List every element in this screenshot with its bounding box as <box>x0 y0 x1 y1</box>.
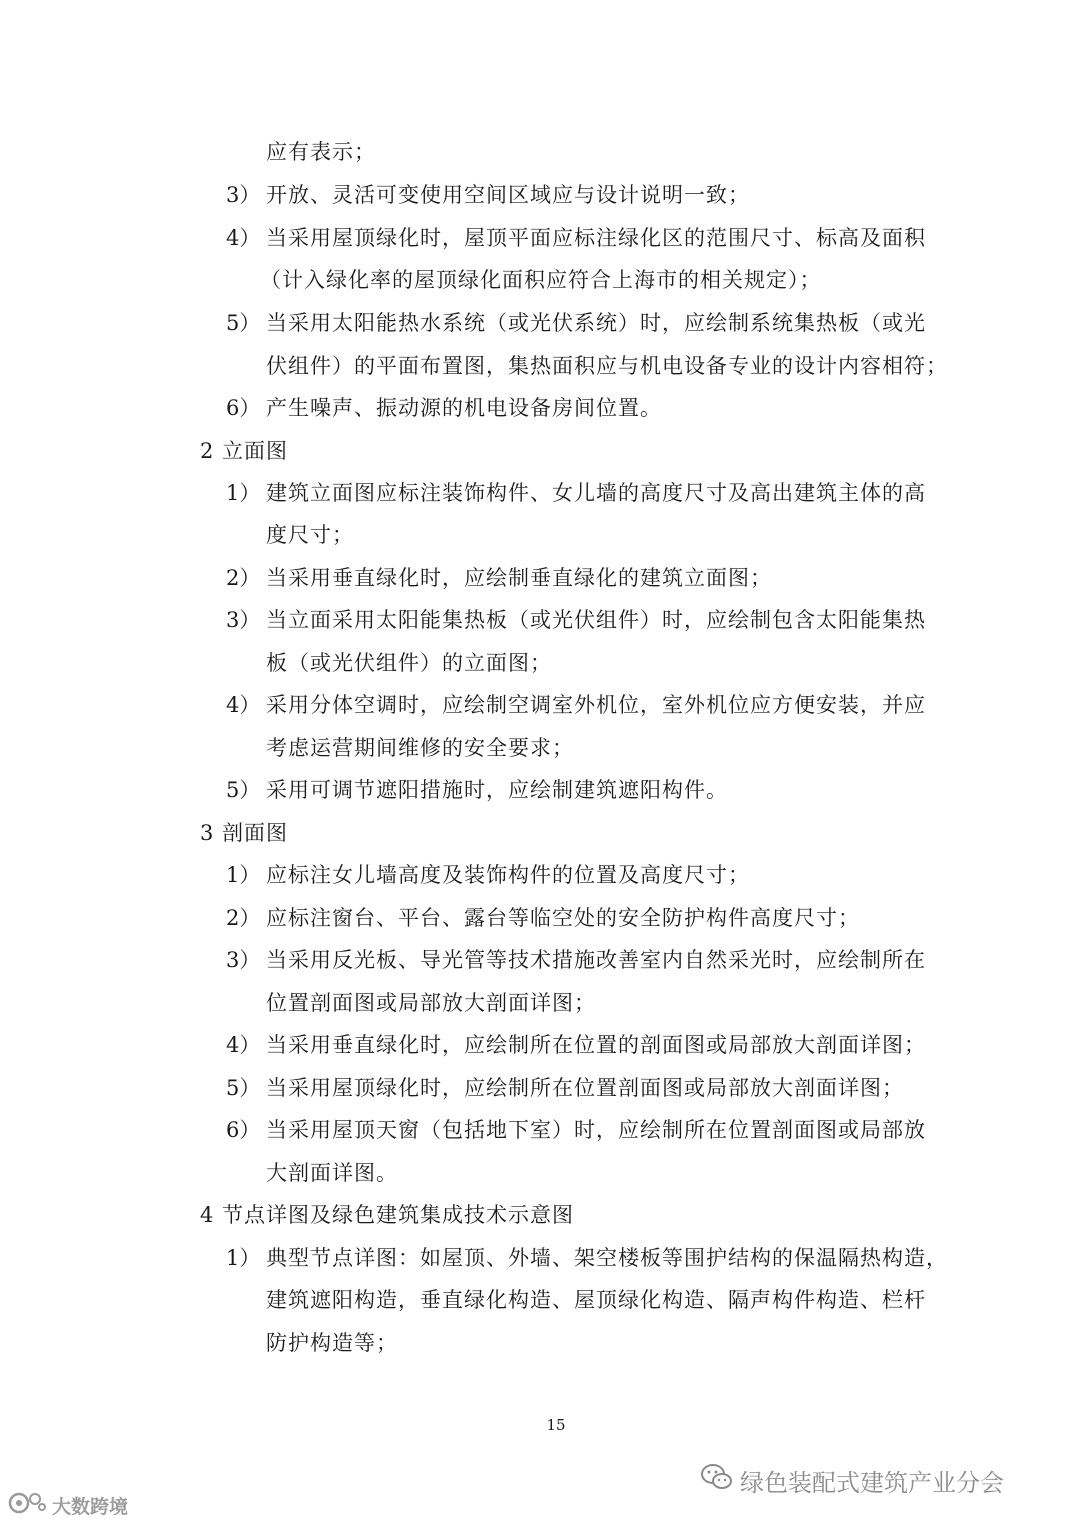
text-line: 应标注窗台、平台、露台等临空处的安全防护构件高度尺寸； <box>266 906 860 930</box>
text-line: 当采用屋顶天窗（包括地下室）时，应绘制所在位置剖面图或局部放 <box>266 1118 926 1142</box>
text-line: 开放、灵活可变使用空间区域应与设计说明一致； <box>266 183 750 207</box>
text-line: 当采用反光板、导光管等技术措施改善室内自然采光时，应绘制所在 <box>266 948 926 972</box>
brand-logo-icon <box>8 1490 48 1521</box>
list-number: 5） <box>226 311 261 335</box>
list-number: 1） <box>226 1246 261 1270</box>
text-line: 当采用垂直绿化时，应绘制垂直绿化的建筑立面图； <box>266 566 772 590</box>
watermark-brand-name: 大数跨境 <box>52 1496 129 1518</box>
watermark-account-name: 绿色装配式建筑产业分会 <box>740 1468 1004 1497</box>
wechat-icon <box>700 1462 734 1498</box>
watermark-brand <box>8 1490 128 1521</box>
text-line: 防护构造等； <box>266 1331 398 1355</box>
text-line: 板（或光伏组件）的立面图； <box>266 651 552 675</box>
text-line: 度尺寸； <box>266 523 354 547</box>
list-number: 2） <box>226 906 261 930</box>
text-line: 大剖面详图。 <box>266 1161 398 1185</box>
text-line: 当采用屋顶绿化时，应绘制所在位置剖面图或局部放大剖面详图； <box>266 1076 904 1100</box>
text-line: 采用可调节遮阳措施时，应绘制建筑遮阳构件。 <box>266 778 728 802</box>
list-number: 6） <box>226 396 261 420</box>
text-line: 建筑立面图应标注装饰构件、女儿墙的高度尺寸及高出建筑主体的高 <box>266 481 926 505</box>
text-line: 位置剖面图或局部放大剖面详图； <box>266 991 596 1015</box>
text-line: 典型节点详图：如屋顶、外墙、架空楼板等围护结构的保温隔热构造， <box>266 1246 948 1270</box>
section-heading: 3 剖面图 <box>200 821 289 845</box>
list-number: 5） <box>226 778 261 802</box>
text-line: 建筑遮阳构造，垂直绿化构造、屋顶绿化构造、隔声构件构造、栏杆 <box>266 1288 926 1312</box>
text-line: 考虑运营期间维修的安全要求； <box>266 736 574 760</box>
list-number: 4） <box>226 693 261 717</box>
list-number: 3） <box>226 183 261 207</box>
section-heading: 2 立面图 <box>200 439 289 463</box>
text-line: 当采用太阳能热水系统（或光伏系统）时，应绘制系统集热板（或光 <box>266 311 926 335</box>
list-number: 4） <box>226 226 261 250</box>
text-line: 当采用垂直绿化时，应绘制所在位置的剖面图或局部放大剖面详图； <box>266 1033 926 1057</box>
text-line: （计入绿化率的屋顶绿化面积应符合上海市的相关规定）； <box>260 268 822 292</box>
list-number: 1） <box>226 863 261 887</box>
text-line: 产生噪声、振动源的机电设备房间位置。 <box>266 396 662 420</box>
section-heading: 4 节点详图及绿色建筑集成技术示意图 <box>200 1203 575 1227</box>
list-number: 2） <box>226 566 261 590</box>
text-line: 采用分体空调时，应绘制空调室外机位，室外机位应方便安装，并应 <box>266 693 926 717</box>
list-number: 4） <box>226 1033 261 1057</box>
watermark-account <box>700 1462 1004 1498</box>
list-number: 3） <box>226 948 261 972</box>
text-line: 应标注女儿墙高度及装饰构件的位置及高度尺寸； <box>266 863 750 887</box>
list-number: 5） <box>226 1076 261 1100</box>
list-number: 6） <box>226 1118 261 1142</box>
list-number: 3） <box>226 608 261 632</box>
text-line: 当立面采用太阳能集热板（或光伏组件）时，应绘制包含太阳能集热 <box>266 608 926 632</box>
text-line: 伏组件）的平面布置图，集热面积应与机电设备专业的设计内容相符； <box>266 354 948 378</box>
page-number: 15 <box>546 1416 566 1434</box>
text-line: 应有表示； <box>266 140 376 164</box>
list-number: 1） <box>226 481 261 505</box>
text-line: 当采用屋顶绿化时，屋顶平面应标注绿化区的范围尺寸、标高及面积 <box>266 226 926 250</box>
